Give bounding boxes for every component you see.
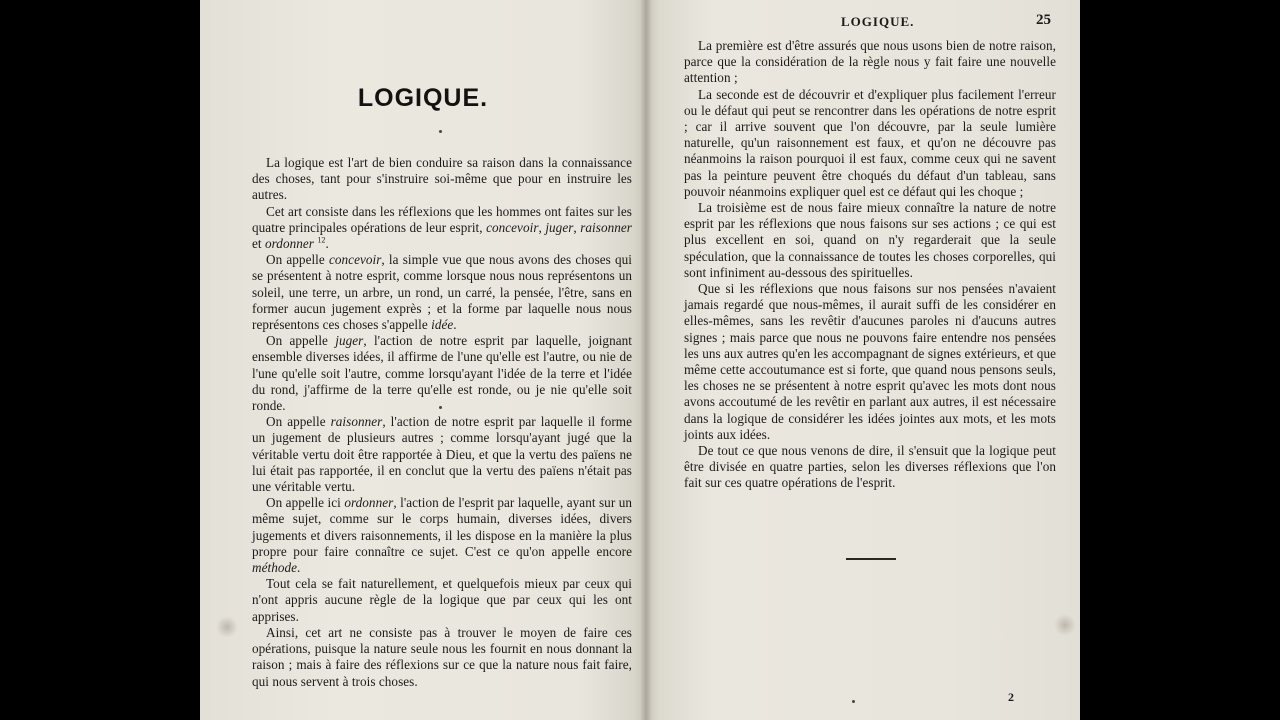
right-page-text	[684, 38, 1056, 492]
book-gutter	[640, 0, 652, 720]
paragraph-1: La logique est l'art de bien conduire sa raison dans la connaissance des choses, tant pour s'instruire soi-même que pour en instruire les autres.	[252, 155, 632, 203]
signature-mark: 2	[1008, 690, 1014, 704]
paragraph-3: On appelle concevoir, la simple vue que nous avons des choses qui se présentent à notre esprit, comme lorsque nous nous représentons un soleil, une terre, un arbre, un rond, un carré, la pensée, l'être, sans en former aucun jugement exprès ; et la forme par laquelle nous nous représentons ces choses s'appelle idée.	[252, 252, 632, 333]
section-end-rule	[846, 558, 896, 560]
paragraph-3: La troisième est de nous faire mieux connaître la nature de notre esprit par les réflexions que nous faisons sur ses actions ; ce qui est plus excellent en soi, quand on n'y regarderait que la seule spéculation, que la connaissance de toutes les choses corporelles, qui sont infiniment au-dessous des spirituelles.	[684, 200, 1056, 280]
paragraph-8: Ainsi, cet art ne consiste pas à trouver le moyen de faire ces opérations, puisque la nature seule nous les fournit en nous donnant la raison ; mais à faire des réflexions sur ce que la nature nous fait faire, qui nous servent à trois choses.	[252, 624, 632, 689]
paragraph-6: On appelle ici ordonner, l'action de l'esprit par laquelle, ayant sur un même sujet, comme sur le corps humain, diverses idées, divers jugements et divers raisonnements, il les dispose en la manière la plus propre pour faire connaître ce sujet. C'est ce qu'on appelle encore méthode.	[252, 495, 633, 576]
right-page	[646, 0, 1080, 720]
left-page-text	[252, 155, 632, 690]
paragraph-2: La seconde est de découvrir et d'expliquer plus facilement l'erreur ou le défaut qui peut se rencontrer dans les opérations de notre esprit ; car il arrive souvent que l'on découvre, par la seule lumière naturelle, qu'un raisonnement est faux, et qu'on ne découvre pas néanmoins la raison pourquoi il est faux, comme ceux qui ne savent pas la peinture peuvent être choqués du défaut d'un tableau, sans pouvoir néanmoins expliquer quel est ce défaut qui les choque ;	[684, 86, 1056, 199]
paragraph-4: Que si les réflexions que nous faisons sur nos pensées n'avaient jamais regardé que nous-mêmes, il aurait suffi de les considérer en elles-mêmes, sans les revêtir d'aucunes paroles ni d'aucuns autres signes ; mais parce que nous ne pouvons faire entendre nos pensées les uns aux autres qu'en les accompagnant de signes extérieurs, et que même cette accoutumance est si forte, que quand nous pensons seuls, les choses ne se présentent à notre esprit qu'avec les mots dont nous avons accoutumé de les revêtir en parlant aux autres, il est nécessaire dans la logique de considérer les idées jointes aux mots, et les mots joints aux idées.	[684, 281, 1056, 442]
paragraph-5: On appelle raisonner, l'action de notre esprit par laquelle il forme un jugement de plusieurs autres ; comme lorsqu'ayant jugé que la véritable vertu doit être rapportée à Dieu, et que la vertu des païens ne lui était pas rapportée, il en conclut que la vertu des païens n'était pas une véritable vertu.	[252, 414, 632, 495]
paragraph-2: Cet art consiste dans les réflexions que les hommes ont faites sur les quatre principales opérations de leur esprit, concevoir, juger, raisonner et ordonner $^{12}$.	[252, 203, 632, 252]
page-number: 25	[1036, 12, 1051, 28]
paragraph-1: La première est d'être assurés que nous usons bien de notre raison, parce que la considération de la règle nous y fait faire une nouvelle attention ;	[684, 38, 1056, 86]
left-page	[200, 0, 646, 720]
paragraph-7: Tout cela se fait naturellement, et quelquefois mieux par ceux qui n'ont appris aucune règle de la logique que par ceux qui les ont apprises.	[252, 576, 632, 624]
paper-stain	[216, 616, 238, 638]
ink-speck	[439, 406, 442, 409]
running-head: LOGIQUE.	[841, 14, 915, 29]
paragraph-5: De tout ce que nous venons de dire, il s'ensuit que la logique peut être divisée en quatre parties, selon les diverses réflexions que l'on fait sur ces quatre opérations de l'esprit.	[684, 443, 1056, 491]
footnote-marker: 12	[317, 235, 326, 245]
paper-stain	[1054, 614, 1076, 636]
chapter-title: LOGIQUE.	[357, 84, 489, 112]
ink-speck	[852, 700, 855, 703]
ink-speck	[439, 130, 442, 133]
paragraph-4: On appelle juger, l'action de notre esprit par laquelle, joignant ensemble diverses idées, il affirme de l'une qu'elle est l'autre, ou nie de l'une qu'elle soit l'autre, comme lorsqu'ayant l'idée de la terre et l'idée du rond, j'affirme de la terre qu'elle est ronde, ou je nie qu'elle soit ronde.	[252, 333, 632, 414]
